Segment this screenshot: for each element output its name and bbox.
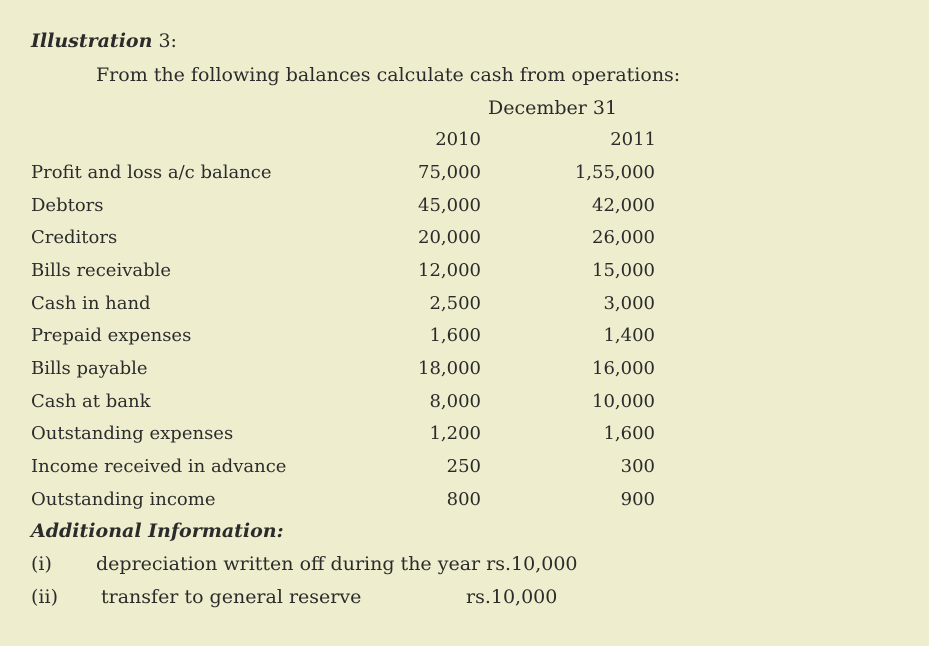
row-value-2011: 1,600 <box>603 423 655 444</box>
row-label: Profit and loss a/c balance <box>31 162 272 183</box>
row-label: Income received in advance <box>31 456 287 477</box>
note-number: (ii) <box>31 586 58 608</box>
period-header: December 31 <box>488 97 618 119</box>
row-label: Outstanding expenses <box>31 423 234 444</box>
year-header-2010: 2010 <box>435 129 481 150</box>
row-value-2010: 75,000 <box>418 162 481 183</box>
illustration-number: 3: <box>158 30 177 52</box>
row-label: Outstanding income <box>31 489 216 510</box>
row-value-2010: 12,000 <box>418 260 481 281</box>
row-label: Cash at bank <box>31 391 151 412</box>
row-value-2010: 1,200 <box>429 423 481 444</box>
row-value-2010: 45,000 <box>418 195 481 216</box>
row-value-2011: 1,55,000 <box>574 162 655 183</box>
row-value-2011: 3,000 <box>603 293 655 314</box>
row-value-2011: 26,000 <box>592 227 655 248</box>
row-value-2010: 2,500 <box>429 293 481 314</box>
row-value-2011: 16,000 <box>592 358 655 379</box>
row-value-2010: 18,000 <box>418 358 481 379</box>
row-value-2010: 1,600 <box>429 325 481 346</box>
illustration-title <box>31 30 177 52</box>
row-value-2011: 300 <box>620 456 655 477</box>
additional-info-heading: Additional Information: <box>31 520 284 542</box>
row-value-2011: 900 <box>620 489 655 510</box>
row-value-2010: 8,000 <box>429 391 481 412</box>
row-value-2011: 42,000 <box>592 195 655 216</box>
row-label: Cash in hand <box>31 293 151 314</box>
row-label: Creditors <box>31 227 118 248</box>
row-label: Bills receivable <box>31 260 172 281</box>
row-value-2010: 800 <box>446 489 481 510</box>
row-value-2010: 250 <box>446 456 481 477</box>
note-text: transfer to general reserve <box>101 586 362 608</box>
row-value-2010: 20,000 <box>418 227 481 248</box>
row-label: Prepaid expenses <box>31 325 192 346</box>
intro-text: From the following balances calculate cash from operations: <box>96 64 681 86</box>
row-value-2011: 10,000 <box>592 391 655 412</box>
row-value-2011: 1,400 <box>603 325 655 346</box>
row-value-2011: 15,000 <box>592 260 655 281</box>
note-text: depreciation written off during the year rs.10,000 <box>96 553 578 575</box>
note-number: (i) <box>31 553 52 575</box>
illustration-label: Illustration <box>31 30 153 52</box>
year-header-2011: 2011 <box>610 129 656 150</box>
row-label: Debtors <box>31 195 104 216</box>
row-label: Bills payable <box>31 358 148 379</box>
note-amount: rs.10,000 <box>466 586 558 608</box>
